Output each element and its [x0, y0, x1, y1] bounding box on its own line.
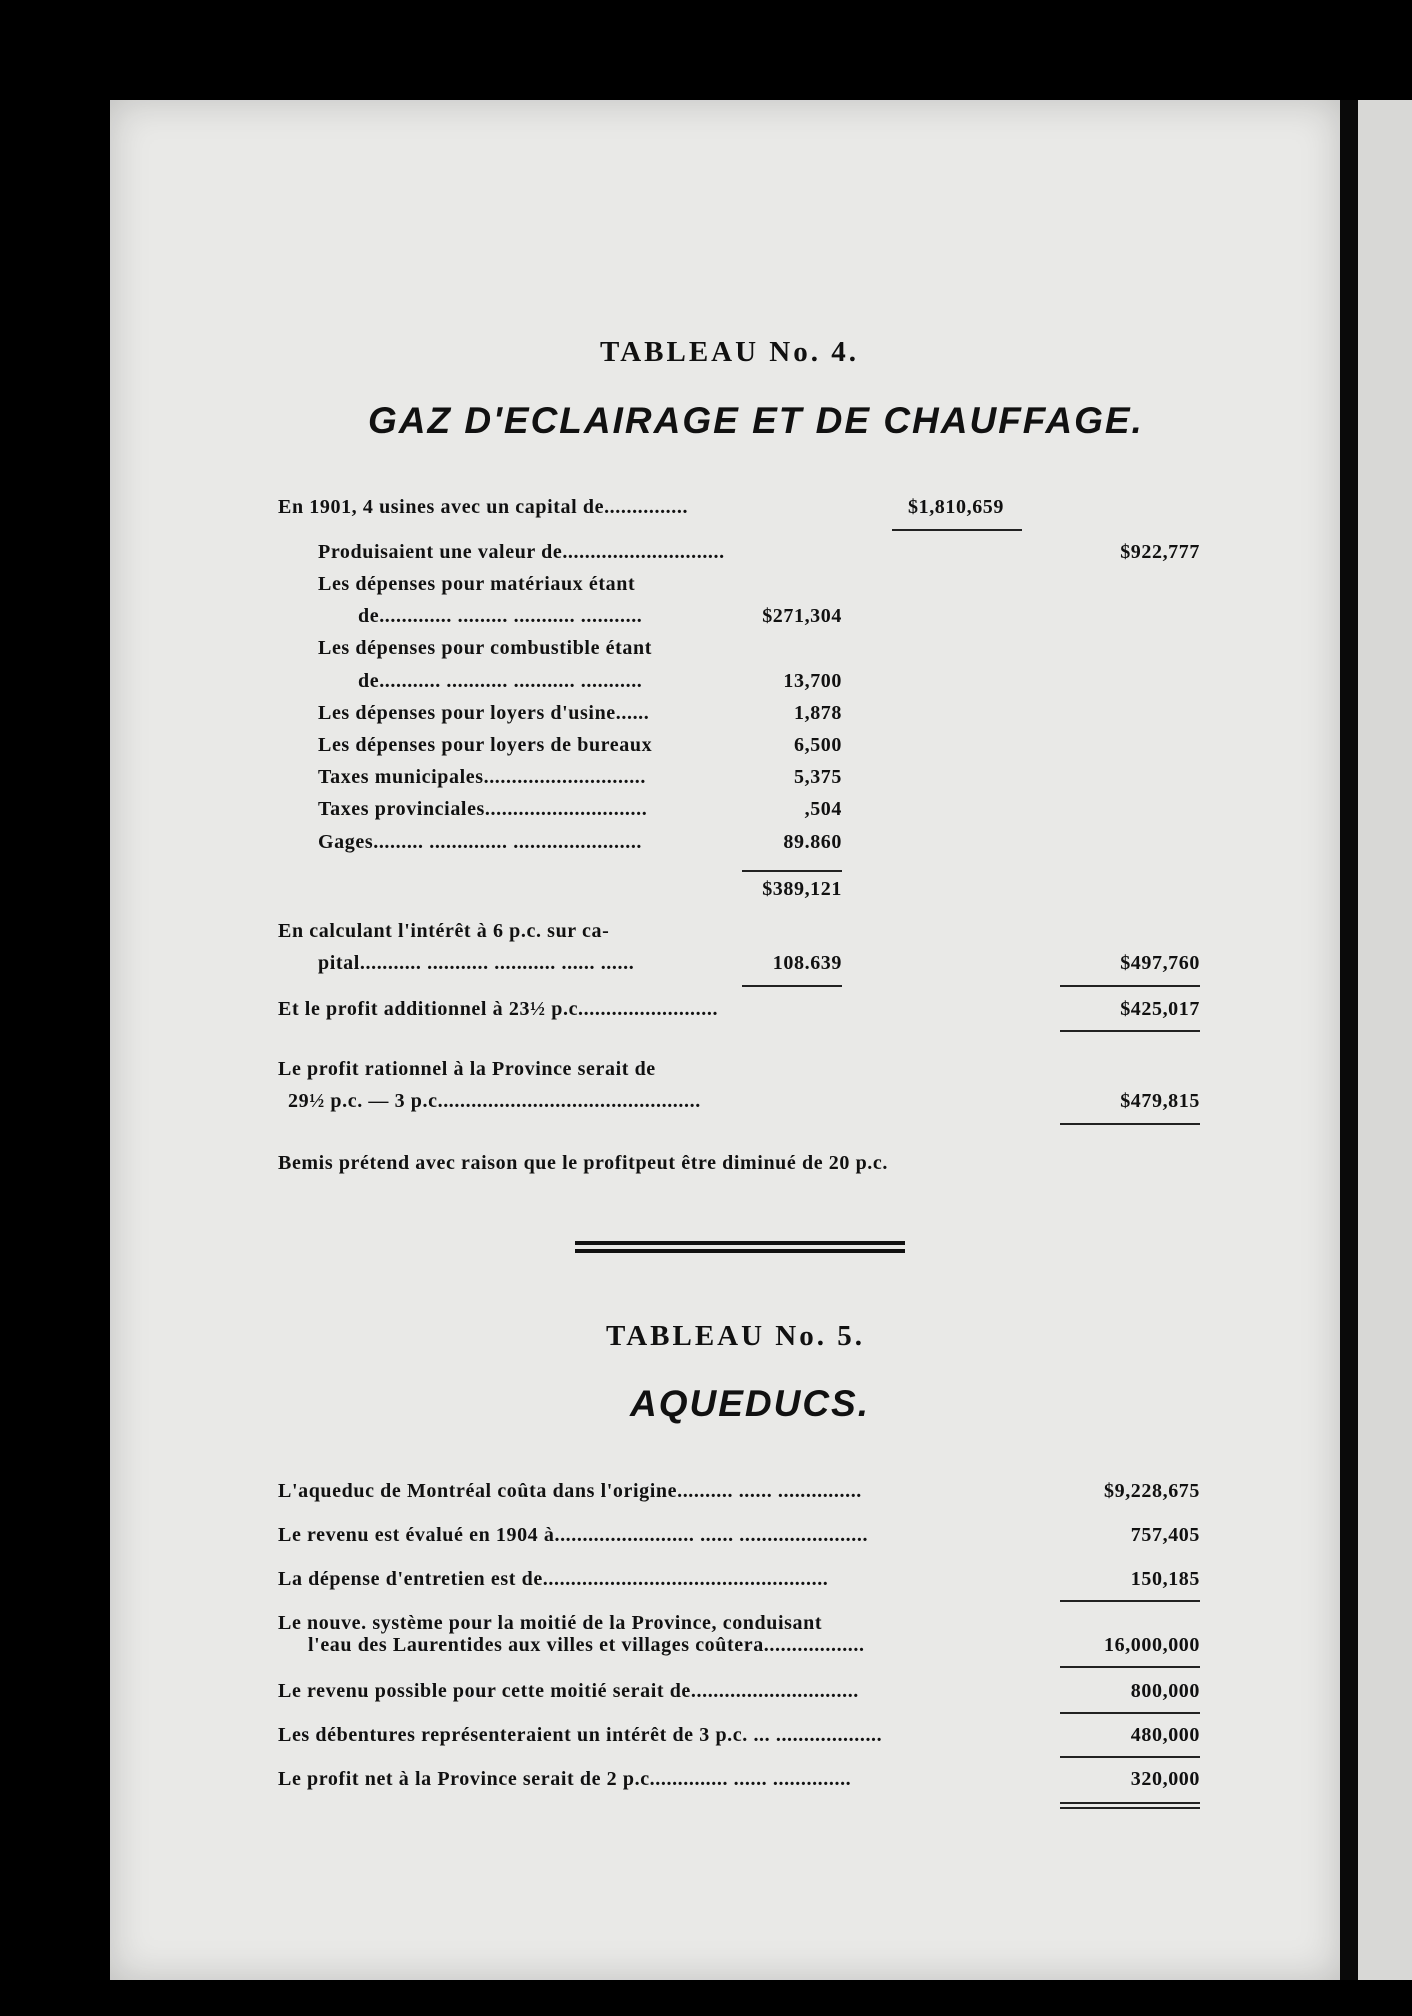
- page-gutter: [1340, 100, 1358, 1980]
- rule: [1060, 1600, 1200, 1602]
- rule: [742, 985, 842, 987]
- aqueduc-row-4-label: Le revenu possible pour cette moitié serait de..............................: [278, 1680, 859, 1702]
- row-profit-rationnel-value: $479,815: [1120, 1090, 1200, 1112]
- row-valeur-value: $922,777: [1120, 541, 1200, 563]
- row-loyers-usine-value: 1,878: [794, 702, 842, 724]
- aqueduc-row-0-label: L'aqueduc de Montréal coûta dans l'origine.......... ...... ...............: [278, 1480, 862, 1502]
- row-interet-value: 108.639: [772, 952, 842, 974]
- row-valeur-label: Produisaient une valeur de.............................: [318, 541, 725, 563]
- row-taxes-provinciales-label: Taxes provinciales.............................: [318, 798, 648, 820]
- rule: [892, 529, 1022, 531]
- tableau-4-title: GAZ D'ECLAIRAGE ET DE CHAUFFAGE.: [368, 400, 1144, 441]
- row-interet-label-2: pital........... ........... ........... ...... ......: [318, 952, 635, 974]
- aqueduc-row-1-label: Le revenu est évalué en 1904 à......................... ...... .......................: [278, 1524, 869, 1546]
- row-loyers-bureaux-value: 6,500: [794, 734, 842, 756]
- aqueduc-row-3-label-2: l'eau des Laurentides aux villes et villages coûtera..................: [308, 1634, 865, 1656]
- tableau-4-note: Bemis prétend avec raison que le profitpeut être diminué de 20 p.c.: [278, 1152, 888, 1174]
- row-loyers-usine-label: Les dépenses pour loyers d'usine......: [318, 702, 650, 724]
- section-separator: [575, 1249, 905, 1253]
- row-gages-label: Gages......... .............. .......................: [318, 831, 643, 853]
- aqueduc-row-0-value: $9,228,675: [1104, 1480, 1200, 1502]
- row-taxes-municipales-label: Taxes municipales.............................: [318, 766, 646, 788]
- aqueduc-row-3-label: Le nouve. système pour la moitié de la Province, conduisant: [278, 1612, 823, 1634]
- aqueduc-row-2-value: 150,185: [1130, 1568, 1200, 1590]
- row-gages-value: 89.860: [783, 831, 842, 853]
- row-interet-label-1: En calculant l'intérêt à 6 p.c. sur ca-: [278, 920, 610, 942]
- aqueduc-row-6-value: 320,000: [1130, 1768, 1200, 1790]
- row-profit-additionnel-label: Et le profit additionnel à 23½ p.c.........................: [278, 998, 719, 1020]
- rule: [1060, 1807, 1200, 1809]
- rule: [1060, 1666, 1200, 1668]
- aqueduc-row-1-value: 757,405: [1130, 1524, 1200, 1546]
- row-combustible-label-2: de........... ........... ........... ...........: [358, 670, 643, 692]
- row-subtotal-value: $389,121: [762, 878, 842, 900]
- rule: [1060, 1123, 1200, 1125]
- aqueduc-row-5-value: 480,000: [1130, 1724, 1200, 1746]
- row-taxes-provinciales-value: ,504: [804, 798, 842, 820]
- rule: [1060, 1802, 1200, 1804]
- rule: [1060, 1756, 1200, 1758]
- tableau-5-title: AQUEDUCS.: [630, 1383, 871, 1424]
- rule: [1060, 1712, 1200, 1714]
- aqueduc-row-3-value: 16,000,000: [1104, 1634, 1200, 1656]
- aqueduc-row-6-label: Le profit net à la Province serait de 2 p.c.............. ...... ..............: [278, 1768, 852, 1790]
- document-page: [110, 100, 1340, 1980]
- row-taxes-municipales-value: 5,375: [794, 766, 842, 788]
- row-materiaux-label-1: Les dépenses pour matériaux étant: [318, 573, 636, 595]
- row-capital-value: $1,810,659: [908, 496, 1004, 518]
- row-interet-total: $497,760: [1120, 952, 1200, 974]
- row-loyers-bureaux-label: Les dépenses pour loyers de bureaux: [318, 734, 653, 756]
- row-profit-rationnel-label-1: Le profit rationnel à la Province serait de: [278, 1058, 656, 1080]
- row-profit-additionnel-value: $425,017: [1120, 998, 1200, 1020]
- rule: [1060, 985, 1200, 987]
- adjacent-page: [1358, 100, 1412, 1980]
- rule: [742, 870, 842, 872]
- rule: [1060, 1030, 1200, 1032]
- aqueduc-row-5-label: Les débentures représenteraient un intérêt de 3 p.c. ... ...................: [278, 1724, 883, 1746]
- row-capital-label: En 1901, 4 usines avec un capital de...............: [278, 496, 689, 518]
- tableau-4-heading: TABLEAU No. 4.: [600, 336, 859, 368]
- tableau-5-heading: TABLEAU No. 5.: [606, 1320, 865, 1352]
- section-separator: [575, 1241, 905, 1245]
- aqueduc-row-2-label: La dépense d'entretien est de...................................................: [278, 1568, 829, 1590]
- row-materiaux-value: $271,304: [762, 605, 842, 627]
- row-materiaux-label-2: de............. ......... ........... ...........: [358, 605, 643, 627]
- aqueduc-row-4-value: 800,000: [1130, 1680, 1200, 1702]
- row-profit-rationnel-label-2: 29½ p.c. — 3 p.c...............................................: [288, 1090, 701, 1112]
- row-combustible-value: 13,700: [783, 670, 842, 692]
- row-combustible-label-1: Les dépenses pour combustible étant: [318, 637, 652, 659]
